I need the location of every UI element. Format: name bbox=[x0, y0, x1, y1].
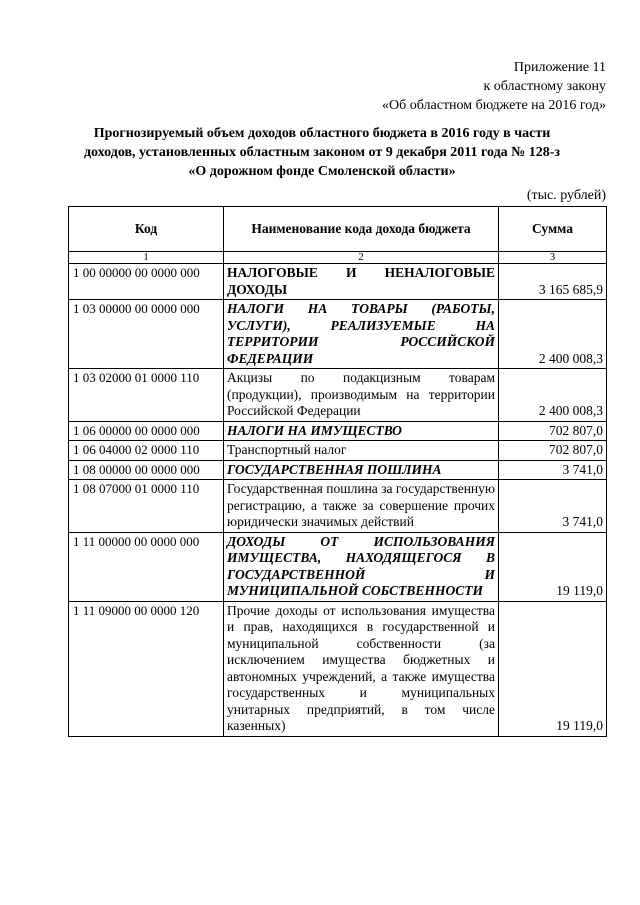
row-code: 1 03 02000 01 0000 110 bbox=[69, 369, 224, 422]
table-row bbox=[69, 369, 607, 422]
row-sum: 3 741,0 bbox=[499, 460, 607, 480]
appendix-note bbox=[382, 58, 606, 115]
column-number-2: 2 bbox=[224, 252, 499, 264]
appendix-line-3: «Об областном бюджете на 2016 год» bbox=[382, 98, 606, 113]
table-row bbox=[69, 421, 607, 441]
column-number-1: 1 bbox=[69, 252, 224, 264]
title-line-2: доходов, установленных областным законом от 9 декабря 2011 года № 128-з bbox=[83, 145, 561, 160]
row-code: 1 08 07000 01 0000 110 bbox=[69, 480, 224, 533]
header-code: Код bbox=[69, 207, 224, 252]
row-code: 1 06 04000 02 0000 110 bbox=[69, 441, 224, 461]
row-code: 1 11 09000 00 0000 120 bbox=[69, 601, 224, 736]
title-line-1: Прогнозируемый объем доходов областного бюджета в 2016 году в части bbox=[93, 126, 551, 141]
row-sum: 702 807,0 bbox=[499, 421, 607, 441]
row-sum: 2 400 008,3 bbox=[499, 369, 607, 422]
table-row bbox=[69, 601, 607, 736]
row-name: Прочие доходы от использования имущества и прав, находящихся в государственной и муниципальной собственности (за исключением имущества бюджетных и автономных учреждений, а также имущества государственных и муниципальных унитарных предприятий, в том числе казенных) bbox=[224, 601, 499, 736]
row-sum: 702 807,0 bbox=[499, 441, 607, 461]
table-row bbox=[69, 460, 607, 480]
table-row bbox=[69, 532, 607, 601]
header-name: Наименование кода дохода бюджета bbox=[224, 207, 499, 252]
table-row bbox=[69, 480, 607, 533]
row-name: Транспортный налог bbox=[224, 441, 499, 461]
row-name: Государственная пошлина за государственную регистрацию, а также за совершение прочих юридически значимых действий bbox=[224, 480, 499, 533]
row-name: Акцизы по подакцизным товарам (продукции), производимым на территории Российской Федерации bbox=[224, 369, 499, 422]
row-code: 1 11 00000 00 0000 000 bbox=[69, 532, 224, 601]
appendix-line-2: к областному закону bbox=[483, 79, 606, 94]
row-sum: 2 400 008,3 bbox=[499, 300, 607, 369]
row-name: НАЛОГИ НА ИМУЩЕСТВО bbox=[224, 421, 499, 441]
table-header-row bbox=[69, 207, 607, 252]
row-sum: 3 741,0 bbox=[499, 480, 607, 533]
row-sum: 19 119,0 bbox=[499, 532, 607, 601]
row-code: 1 03 00000 00 0000 000 bbox=[69, 300, 224, 369]
appendix-line-1: Приложение 11 bbox=[513, 60, 606, 75]
row-name: ДОХОДЫ ОТ ИСПОЛЬЗОВАНИЯ ИМУЩЕСТВА, НАХОДЯЩЕГОСЯ В ГОСУДАРСТВЕННОЙ И МУНИЦИПАЛЬНОЙ СОБСТВЕННОСТИ bbox=[224, 532, 499, 601]
row-sum: 3 165 685,9 bbox=[499, 264, 607, 300]
title-line-3: «О дорожном фонде Смоленской области» bbox=[188, 164, 456, 179]
document-title bbox=[62, 124, 582, 181]
table-row bbox=[69, 441, 607, 461]
row-code: 1 06 00000 00 0000 000 bbox=[69, 421, 224, 441]
row-sum: 19 119,0 bbox=[499, 601, 607, 736]
row-name: ГОСУДАРСТВЕННАЯ ПОШЛИНА bbox=[224, 460, 499, 480]
table-row bbox=[69, 264, 607, 300]
column-number-3: 3 bbox=[499, 252, 607, 264]
row-code: 1 00 00000 00 0000 000 bbox=[69, 264, 224, 300]
table-row bbox=[69, 300, 607, 369]
column-number-row bbox=[69, 252, 607, 264]
row-name: НАЛОГИ НА ТОВАРЫ (РАБОТЫ, УСЛУГИ), РЕАЛИЗУЕМЫЕ НА ТЕРРИТОРИИ РОССИЙСКОЙ ФЕДЕРАЦИИ bbox=[224, 300, 499, 369]
header-sum: Сумма bbox=[499, 207, 607, 252]
units-label: (тыс. рублей) bbox=[526, 188, 606, 203]
revenue-table bbox=[68, 206, 607, 737]
row-name: НАЛОГОВЫЕ И НЕНАЛОГОВЫЕ ДОХОДЫ bbox=[224, 264, 499, 300]
row-code: 1 08 00000 00 0000 000 bbox=[69, 460, 224, 480]
